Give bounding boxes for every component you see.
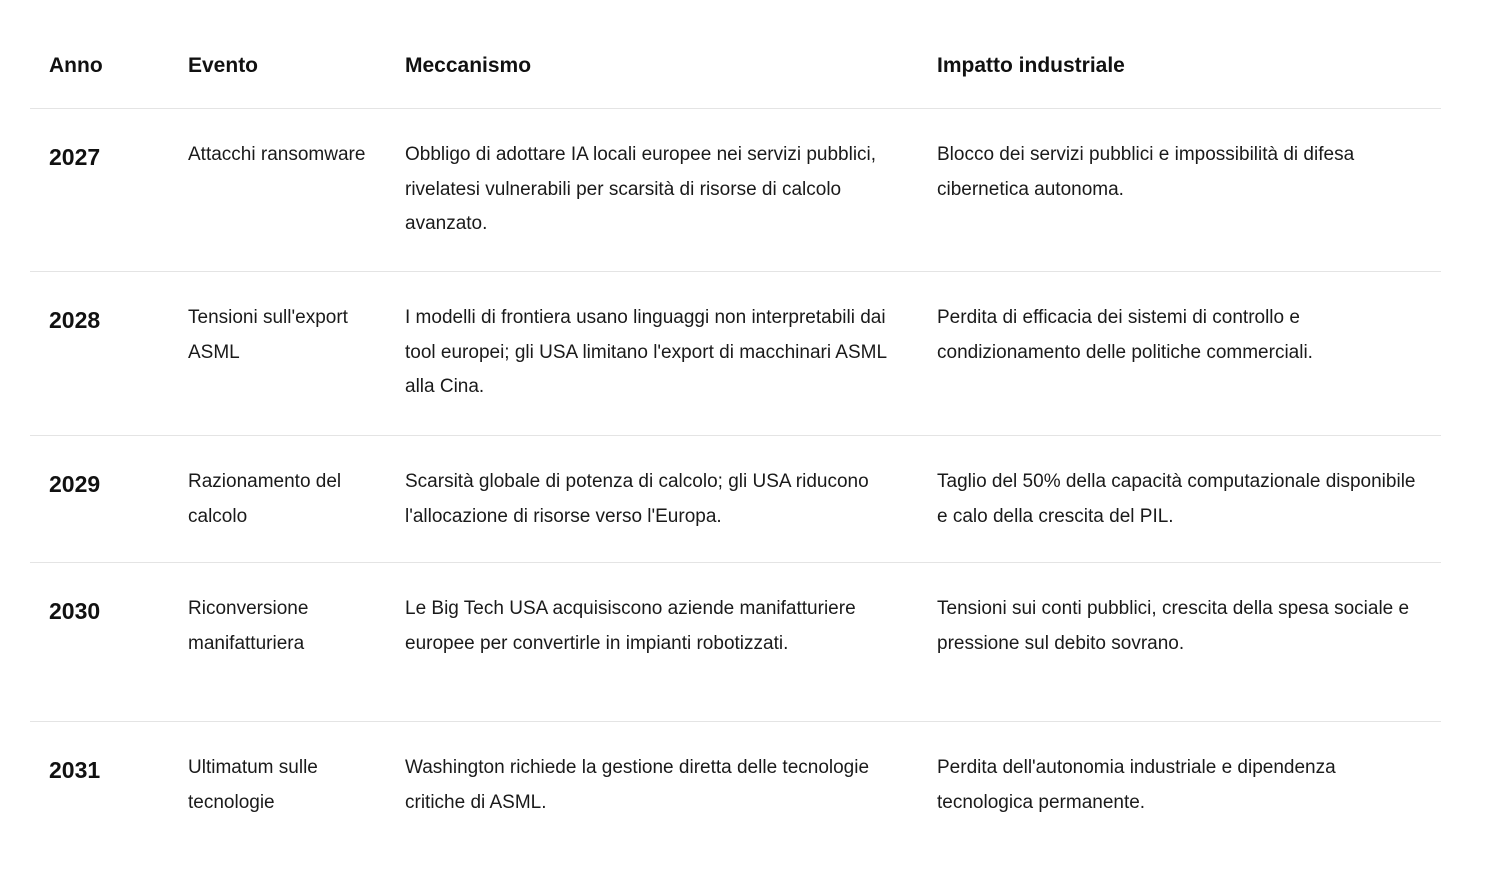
mechanism-cell: Washington richiede la gestione diretta delle tecnologie critiche di ASML. xyxy=(405,757,870,813)
event-cell: Riconversione manifatturiera xyxy=(188,598,309,654)
mechanism-cell: Obbligo di adottare IA locali europee nei servizi pubblici, rivelatesi vulnerabili per scarsità di risorse di calcolo avanzato. xyxy=(405,144,877,234)
event-cell: Ultimatum sulle tecnologie xyxy=(188,757,318,813)
impact-cell: Blocco dei servizi pubblici e impossibilità di difesa cibernetica autonoma. xyxy=(937,144,1355,200)
event-cell: Attacchi ransomware xyxy=(188,144,366,165)
table-row xyxy=(30,272,1441,436)
impact-cell: Taglio del 50% della capacità computazionale disponibile e calo della crescita del PIL. xyxy=(937,471,1416,527)
mechanism-cell: I modelli di frontiera usano linguaggi non interpretabili dai tool europei; gli USA limitano l'export di macchinari ASML alla Cina. xyxy=(405,307,887,397)
header-impact: Impatto industriale xyxy=(937,54,1125,77)
timeline-table xyxy=(30,28,1441,872)
event-cell: Tensioni sull'export ASML xyxy=(188,307,348,363)
table-row xyxy=(30,436,1441,563)
year-cell: 2029 xyxy=(49,471,101,497)
header-event: Evento xyxy=(188,54,259,77)
impact-cell: Perdita dell'autonomia industriale e dipendenza tecnologica permanente. xyxy=(937,757,1336,813)
header-year: Anno xyxy=(49,54,103,77)
year-cell: 2031 xyxy=(49,757,101,783)
year-cell: 2028 xyxy=(49,307,101,333)
mechanism-cell: Le Big Tech USA acquisiscono aziende manifatturiere europee per convertirle in impianti robotizzati. xyxy=(405,598,856,654)
impact-cell: Tensioni sui conti pubblici, crescita della spesa sociale e pressione sul debito sovrano. xyxy=(937,598,1410,654)
event-cell: Razionamento del calcolo xyxy=(188,471,342,527)
impact-cell: Perdita di efficacia dei sistemi di controllo e condizionamento delle politiche commerciali. xyxy=(937,307,1313,363)
table-row xyxy=(30,563,1441,722)
table-header-row xyxy=(30,28,1441,109)
table-row xyxy=(30,109,1441,272)
table-row xyxy=(30,722,1441,872)
year-cell: 2030 xyxy=(49,598,101,624)
year-cell: 2027 xyxy=(49,144,101,170)
mechanism-cell: Scarsità globale di potenza di calcolo; gli USA riducono l'allocazione di risorse verso l'Europa. xyxy=(405,471,869,527)
header-mechanism: Meccanismo xyxy=(405,54,532,77)
